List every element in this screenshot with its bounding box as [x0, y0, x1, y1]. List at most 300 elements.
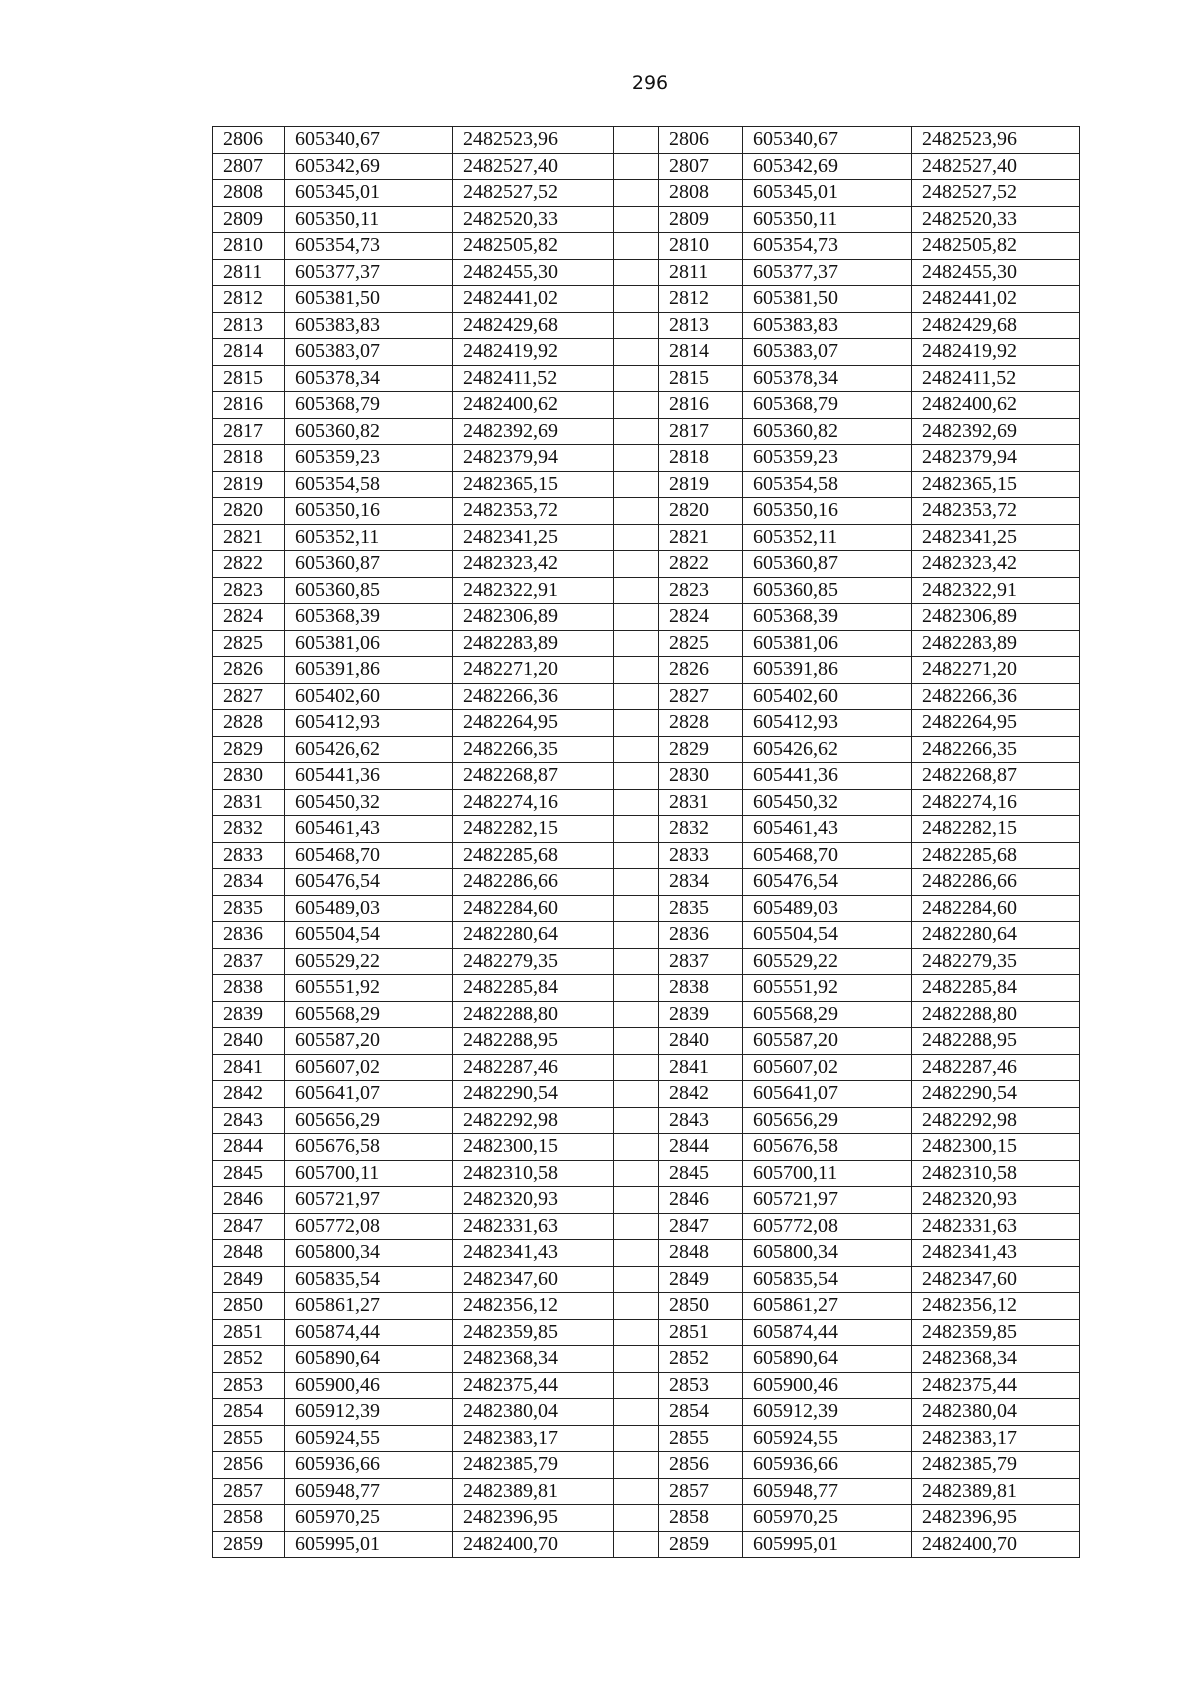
point-number-cell: 2855 — [659, 1425, 743, 1452]
point-number-cell: 2858 — [659, 1505, 743, 1532]
x-coordinate-cell: 605607,02 — [743, 1054, 912, 1081]
x-coordinate-cell: 605861,27 — [743, 1293, 912, 1320]
empty-cell — [614, 842, 659, 869]
y-coordinate-cell: 2482379,94 — [912, 445, 1080, 472]
x-coordinate-cell: 605354,58 — [285, 471, 453, 498]
point-number-cell: 2852 — [659, 1346, 743, 1373]
empty-cell — [614, 1160, 659, 1187]
empty-cell — [614, 1478, 659, 1505]
x-coordinate-cell: 605352,11 — [743, 524, 912, 551]
x-coordinate-cell: 605676,58 — [285, 1134, 453, 1161]
point-number-cell: 2843 — [659, 1107, 743, 1134]
x-coordinate-cell: 605381,06 — [285, 630, 453, 657]
empty-cell — [614, 1425, 659, 1452]
point-number-cell: 2830 — [213, 763, 285, 790]
y-coordinate-cell: 2482341,43 — [453, 1240, 614, 1267]
point-number-cell: 2831 — [213, 789, 285, 816]
point-number-cell: 2838 — [213, 975, 285, 1002]
empty-cell — [614, 1187, 659, 1214]
empty-cell — [614, 1054, 659, 1081]
x-coordinate-cell: 605874,44 — [743, 1319, 912, 1346]
point-number-cell: 2813 — [659, 312, 743, 339]
y-coordinate-cell: 2482389,81 — [453, 1478, 614, 1505]
empty-cell — [614, 657, 659, 684]
table-row — [213, 259, 1080, 286]
y-coordinate-cell: 2482527,52 — [912, 180, 1080, 207]
table-row — [213, 948, 1080, 975]
point-number-cell: 2851 — [659, 1319, 743, 1346]
x-coordinate-cell: 605641,07 — [743, 1081, 912, 1108]
y-coordinate-cell: 2482392,69 — [453, 418, 614, 445]
point-number-cell: 2815 — [659, 365, 743, 392]
y-coordinate-cell: 2482341,25 — [912, 524, 1080, 551]
y-coordinate-cell: 2482283,89 — [912, 630, 1080, 657]
x-coordinate-cell: 605476,54 — [743, 869, 912, 896]
point-number-cell: 2841 — [213, 1054, 285, 1081]
point-number-cell: 2820 — [213, 498, 285, 525]
y-coordinate-cell: 2482290,54 — [453, 1081, 614, 1108]
y-coordinate-cell: 2482286,66 — [912, 869, 1080, 896]
x-coordinate-cell: 605342,69 — [285, 153, 453, 180]
y-coordinate-cell: 2482400,62 — [453, 392, 614, 419]
y-coordinate-cell: 2482280,64 — [912, 922, 1080, 949]
y-coordinate-cell: 2482266,36 — [912, 683, 1080, 710]
point-number-cell: 2811 — [213, 259, 285, 286]
empty-cell — [614, 127, 659, 154]
y-coordinate-cell: 2482455,30 — [453, 259, 614, 286]
empty-cell — [614, 948, 659, 975]
y-coordinate-cell: 2482264,95 — [453, 710, 614, 737]
table-row — [213, 816, 1080, 843]
y-coordinate-cell: 2482523,96 — [453, 127, 614, 154]
x-coordinate-cell: 605656,29 — [285, 1107, 453, 1134]
table-row — [213, 1134, 1080, 1161]
y-coordinate-cell: 2482274,16 — [912, 789, 1080, 816]
table-row — [213, 657, 1080, 684]
point-number-cell: 2822 — [213, 551, 285, 578]
x-coordinate-cell: 605468,70 — [743, 842, 912, 869]
point-number-cell: 2817 — [659, 418, 743, 445]
y-coordinate-cell: 2482306,89 — [912, 604, 1080, 631]
x-coordinate-cell: 605568,29 — [743, 1001, 912, 1028]
y-coordinate-cell: 2482368,34 — [912, 1346, 1080, 1373]
x-coordinate-cell: 605377,37 — [285, 259, 453, 286]
point-number-cell: 2848 — [213, 1240, 285, 1267]
x-coordinate-cell: 605360,87 — [743, 551, 912, 578]
empty-cell — [614, 1505, 659, 1532]
y-coordinate-cell: 2482290,54 — [912, 1081, 1080, 1108]
y-coordinate-cell: 2482380,04 — [453, 1399, 614, 1426]
table-row — [213, 1266, 1080, 1293]
point-number-cell: 2839 — [659, 1001, 743, 1028]
x-coordinate-cell: 605368,79 — [285, 392, 453, 419]
x-coordinate-cell: 605948,77 — [285, 1478, 453, 1505]
x-coordinate-cell: 605861,27 — [285, 1293, 453, 1320]
table-row — [213, 498, 1080, 525]
table-row — [213, 524, 1080, 551]
table-row — [213, 1081, 1080, 1108]
y-coordinate-cell: 2482322,91 — [453, 577, 614, 604]
empty-cell — [614, 312, 659, 339]
empty-cell — [614, 1293, 659, 1320]
point-number-cell: 2806 — [213, 127, 285, 154]
point-number-cell: 2853 — [659, 1372, 743, 1399]
point-number-cell: 2848 — [659, 1240, 743, 1267]
table-row — [213, 975, 1080, 1002]
y-coordinate-cell: 2482400,70 — [912, 1531, 1080, 1558]
point-number-cell: 2834 — [659, 869, 743, 896]
table-row — [213, 1505, 1080, 1532]
x-coordinate-cell: 605402,60 — [285, 683, 453, 710]
y-coordinate-cell: 2482341,43 — [912, 1240, 1080, 1267]
x-coordinate-cell: 605461,43 — [285, 816, 453, 843]
y-coordinate-cell: 2482400,62 — [912, 392, 1080, 419]
x-coordinate-cell: 605354,73 — [743, 233, 912, 260]
coordinates-table — [212, 126, 1080, 1558]
x-coordinate-cell: 605350,11 — [743, 206, 912, 233]
table-row — [213, 630, 1080, 657]
x-coordinate-cell: 605700,11 — [285, 1160, 453, 1187]
point-number-cell: 2810 — [659, 233, 743, 260]
table-row — [213, 922, 1080, 949]
x-coordinate-cell: 605890,64 — [743, 1346, 912, 1373]
table-row — [213, 736, 1080, 763]
y-coordinate-cell: 2482441,02 — [912, 286, 1080, 313]
table-row — [213, 312, 1080, 339]
point-number-cell: 2829 — [659, 736, 743, 763]
y-coordinate-cell: 2482353,72 — [912, 498, 1080, 525]
point-number-cell: 2819 — [659, 471, 743, 498]
point-number-cell: 2814 — [659, 339, 743, 366]
y-coordinate-cell: 2482396,95 — [453, 1505, 614, 1532]
x-coordinate-cell: 605381,50 — [285, 286, 453, 313]
point-number-cell: 2824 — [213, 604, 285, 631]
y-coordinate-cell: 2482288,80 — [912, 1001, 1080, 1028]
empty-cell — [614, 710, 659, 737]
x-coordinate-cell: 605450,32 — [743, 789, 912, 816]
y-coordinate-cell: 2482359,85 — [453, 1319, 614, 1346]
y-coordinate-cell: 2482341,25 — [453, 524, 614, 551]
point-number-cell: 2859 — [659, 1531, 743, 1558]
point-number-cell: 2826 — [659, 657, 743, 684]
table-row — [213, 206, 1080, 233]
point-number-cell: 2827 — [213, 683, 285, 710]
y-coordinate-cell: 2482287,46 — [912, 1054, 1080, 1081]
point-number-cell: 2810 — [213, 233, 285, 260]
y-coordinate-cell: 2482285,68 — [912, 842, 1080, 869]
table-row — [213, 1054, 1080, 1081]
y-coordinate-cell: 2482419,92 — [453, 339, 614, 366]
x-coordinate-cell: 605476,54 — [285, 869, 453, 896]
x-coordinate-cell: 605874,44 — [285, 1319, 453, 1346]
x-coordinate-cell: 605995,01 — [285, 1531, 453, 1558]
y-coordinate-cell: 2482322,91 — [912, 577, 1080, 604]
y-coordinate-cell: 2482282,15 — [912, 816, 1080, 843]
y-coordinate-cell: 2482520,33 — [912, 206, 1080, 233]
table-row — [213, 471, 1080, 498]
x-coordinate-cell: 605551,92 — [743, 975, 912, 1002]
point-number-cell: 2833 — [213, 842, 285, 869]
empty-cell — [614, 153, 659, 180]
x-coordinate-cell: 605383,07 — [285, 339, 453, 366]
table-row — [213, 286, 1080, 313]
empty-cell — [614, 471, 659, 498]
empty-cell — [614, 630, 659, 657]
point-number-cell: 2823 — [213, 577, 285, 604]
y-coordinate-cell: 2482323,42 — [453, 551, 614, 578]
point-number-cell: 2858 — [213, 1505, 285, 1532]
x-coordinate-cell: 605383,83 — [285, 312, 453, 339]
y-coordinate-cell: 2482365,15 — [912, 471, 1080, 498]
empty-cell — [614, 1028, 659, 1055]
x-coordinate-cell: 605426,62 — [743, 736, 912, 763]
empty-cell — [614, 259, 659, 286]
x-coordinate-cell: 605354,58 — [743, 471, 912, 498]
y-coordinate-cell: 2482359,85 — [912, 1319, 1080, 1346]
table-row — [213, 1107, 1080, 1134]
point-number-cell: 2856 — [659, 1452, 743, 1479]
x-coordinate-cell: 605835,54 — [743, 1266, 912, 1293]
x-coordinate-cell: 605461,43 — [743, 816, 912, 843]
x-coordinate-cell: 605377,37 — [743, 259, 912, 286]
x-coordinate-cell: 605529,22 — [285, 948, 453, 975]
table-row — [213, 842, 1080, 869]
x-coordinate-cell: 605441,36 — [285, 763, 453, 790]
point-number-cell: 2816 — [659, 392, 743, 419]
table-row — [213, 1293, 1080, 1320]
y-coordinate-cell: 2482320,93 — [912, 1187, 1080, 1214]
point-number-cell: 2854 — [213, 1399, 285, 1426]
y-coordinate-cell: 2482429,68 — [912, 312, 1080, 339]
point-number-cell: 2821 — [659, 524, 743, 551]
empty-cell — [614, 1452, 659, 1479]
empty-cell — [614, 1372, 659, 1399]
table-row — [213, 1001, 1080, 1028]
y-coordinate-cell: 2482331,63 — [912, 1213, 1080, 1240]
point-number-cell: 2842 — [213, 1081, 285, 1108]
x-coordinate-cell: 605468,70 — [285, 842, 453, 869]
empty-cell — [614, 683, 659, 710]
empty-cell — [614, 1319, 659, 1346]
x-coordinate-cell: 605721,97 — [743, 1187, 912, 1214]
table-row — [213, 365, 1080, 392]
point-number-cell: 2853 — [213, 1372, 285, 1399]
point-number-cell: 2846 — [213, 1187, 285, 1214]
empty-cell — [614, 392, 659, 419]
point-number-cell: 2825 — [659, 630, 743, 657]
y-coordinate-cell: 2482347,60 — [453, 1266, 614, 1293]
y-coordinate-cell: 2482527,52 — [453, 180, 614, 207]
y-coordinate-cell: 2482441,02 — [453, 286, 614, 313]
y-coordinate-cell: 2482411,52 — [912, 365, 1080, 392]
point-number-cell: 2838 — [659, 975, 743, 1002]
point-number-cell: 2830 — [659, 763, 743, 790]
table-row — [213, 1240, 1080, 1267]
table-row — [213, 869, 1080, 896]
x-coordinate-cell: 605402,60 — [743, 683, 912, 710]
x-coordinate-cell: 605368,79 — [743, 392, 912, 419]
x-coordinate-cell: 605800,34 — [743, 1240, 912, 1267]
y-coordinate-cell: 2482455,30 — [912, 259, 1080, 286]
x-coordinate-cell: 605378,34 — [743, 365, 912, 392]
table-row — [213, 683, 1080, 710]
x-coordinate-cell: 605529,22 — [743, 948, 912, 975]
point-number-cell: 2821 — [213, 524, 285, 551]
y-coordinate-cell: 2482292,98 — [453, 1107, 614, 1134]
x-coordinate-cell: 605936,66 — [743, 1452, 912, 1479]
table-row — [213, 1452, 1080, 1479]
coordinates-table-body — [213, 127, 1080, 1558]
y-coordinate-cell: 2482266,35 — [453, 736, 614, 763]
point-number-cell: 2812 — [659, 286, 743, 313]
point-number-cell: 2815 — [213, 365, 285, 392]
y-coordinate-cell: 2482331,63 — [453, 1213, 614, 1240]
empty-cell — [614, 1107, 659, 1134]
y-coordinate-cell: 2482375,44 — [453, 1372, 614, 1399]
empty-cell — [614, 339, 659, 366]
point-number-cell: 2856 — [213, 1452, 285, 1479]
empty-cell — [614, 577, 659, 604]
x-coordinate-cell: 605360,85 — [285, 577, 453, 604]
y-coordinate-cell: 2482505,82 — [912, 233, 1080, 260]
empty-cell — [614, 445, 659, 472]
x-coordinate-cell: 605360,85 — [743, 577, 912, 604]
y-coordinate-cell: 2482279,35 — [912, 948, 1080, 975]
x-coordinate-cell: 605721,97 — [285, 1187, 453, 1214]
point-number-cell: 2857 — [213, 1478, 285, 1505]
x-coordinate-cell: 605368,39 — [285, 604, 453, 631]
point-number-cell: 2818 — [213, 445, 285, 472]
y-coordinate-cell: 2482375,44 — [912, 1372, 1080, 1399]
point-number-cell: 2813 — [213, 312, 285, 339]
x-coordinate-cell: 605381,50 — [743, 286, 912, 313]
point-number-cell: 2845 — [213, 1160, 285, 1187]
x-coordinate-cell: 605936,66 — [285, 1452, 453, 1479]
x-coordinate-cell: 605426,62 — [285, 736, 453, 763]
empty-cell — [614, 1081, 659, 1108]
x-coordinate-cell: 605676,58 — [743, 1134, 912, 1161]
empty-cell — [614, 180, 659, 207]
y-coordinate-cell: 2482365,15 — [453, 471, 614, 498]
x-coordinate-cell: 605360,82 — [743, 418, 912, 445]
point-number-cell: 2843 — [213, 1107, 285, 1134]
point-number-cell: 2835 — [213, 895, 285, 922]
point-number-cell: 2841 — [659, 1054, 743, 1081]
x-coordinate-cell: 605912,39 — [743, 1399, 912, 1426]
y-coordinate-cell: 2482271,20 — [453, 657, 614, 684]
table-row — [213, 710, 1080, 737]
x-coordinate-cell: 605391,86 — [743, 657, 912, 684]
x-coordinate-cell: 605970,25 — [743, 1505, 912, 1532]
table-row — [213, 1028, 1080, 1055]
point-number-cell: 2837 — [213, 948, 285, 975]
x-coordinate-cell: 605912,39 — [285, 1399, 453, 1426]
empty-cell — [614, 1001, 659, 1028]
point-number-cell: 2820 — [659, 498, 743, 525]
point-number-cell: 2828 — [213, 710, 285, 737]
empty-cell — [614, 206, 659, 233]
point-number-cell: 2832 — [659, 816, 743, 843]
point-number-cell: 2808 — [213, 180, 285, 207]
table-row — [213, 895, 1080, 922]
y-coordinate-cell: 2482288,80 — [453, 1001, 614, 1028]
empty-cell — [614, 763, 659, 790]
table-row — [213, 789, 1080, 816]
y-coordinate-cell: 2482389,81 — [912, 1478, 1080, 1505]
point-number-cell: 2835 — [659, 895, 743, 922]
empty-cell — [614, 233, 659, 260]
point-number-cell: 2832 — [213, 816, 285, 843]
x-coordinate-cell: 605350,16 — [285, 498, 453, 525]
y-coordinate-cell: 2482356,12 — [453, 1293, 614, 1320]
empty-cell — [614, 1134, 659, 1161]
x-coordinate-cell: 605383,83 — [743, 312, 912, 339]
y-coordinate-cell: 2482286,66 — [453, 869, 614, 896]
empty-cell — [614, 418, 659, 445]
y-coordinate-cell: 2482383,17 — [912, 1425, 1080, 1452]
point-number-cell: 2849 — [213, 1266, 285, 1293]
point-number-cell: 2850 — [213, 1293, 285, 1320]
empty-cell — [614, 1531, 659, 1558]
empty-cell — [614, 1240, 659, 1267]
point-number-cell: 2829 — [213, 736, 285, 763]
x-coordinate-cell: 605607,02 — [285, 1054, 453, 1081]
point-number-cell: 2823 — [659, 577, 743, 604]
x-coordinate-cell: 605354,73 — [285, 233, 453, 260]
point-number-cell: 2836 — [659, 922, 743, 949]
y-coordinate-cell: 2482347,60 — [912, 1266, 1080, 1293]
point-number-cell: 2839 — [213, 1001, 285, 1028]
x-coordinate-cell: 605340,67 — [743, 127, 912, 154]
point-number-cell: 2846 — [659, 1187, 743, 1214]
y-coordinate-cell: 2482300,15 — [912, 1134, 1080, 1161]
y-coordinate-cell: 2482274,16 — [453, 789, 614, 816]
point-number-cell: 2822 — [659, 551, 743, 578]
point-number-cell: 2837 — [659, 948, 743, 975]
y-coordinate-cell: 2482285,68 — [453, 842, 614, 869]
x-coordinate-cell: 605441,36 — [743, 763, 912, 790]
y-coordinate-cell: 2482284,60 — [912, 895, 1080, 922]
point-number-cell: 2845 — [659, 1160, 743, 1187]
point-number-cell: 2816 — [213, 392, 285, 419]
empty-cell — [614, 869, 659, 896]
y-coordinate-cell: 2482396,95 — [912, 1505, 1080, 1532]
table-row — [213, 1531, 1080, 1558]
empty-cell — [614, 498, 659, 525]
point-number-cell: 2836 — [213, 922, 285, 949]
table-row — [213, 180, 1080, 207]
y-coordinate-cell: 2482385,79 — [453, 1452, 614, 1479]
point-number-cell: 2847 — [213, 1213, 285, 1240]
point-number-cell: 2854 — [659, 1399, 743, 1426]
empty-cell — [614, 604, 659, 631]
y-coordinate-cell: 2482288,95 — [912, 1028, 1080, 1055]
y-coordinate-cell: 2482310,58 — [453, 1160, 614, 1187]
x-coordinate-cell: 605948,77 — [743, 1478, 912, 1505]
x-coordinate-cell: 605900,46 — [743, 1372, 912, 1399]
empty-cell — [614, 922, 659, 949]
empty-cell — [614, 736, 659, 763]
table-row — [213, 1399, 1080, 1426]
table-row — [213, 1213, 1080, 1240]
x-coordinate-cell: 605835,54 — [285, 1266, 453, 1293]
y-coordinate-cell: 2482285,84 — [453, 975, 614, 1002]
x-coordinate-cell: 605970,25 — [285, 1505, 453, 1532]
x-coordinate-cell: 605890,64 — [285, 1346, 453, 1373]
y-coordinate-cell: 2482379,94 — [453, 445, 614, 472]
x-coordinate-cell: 605489,03 — [743, 895, 912, 922]
y-coordinate-cell: 2482280,64 — [453, 922, 614, 949]
